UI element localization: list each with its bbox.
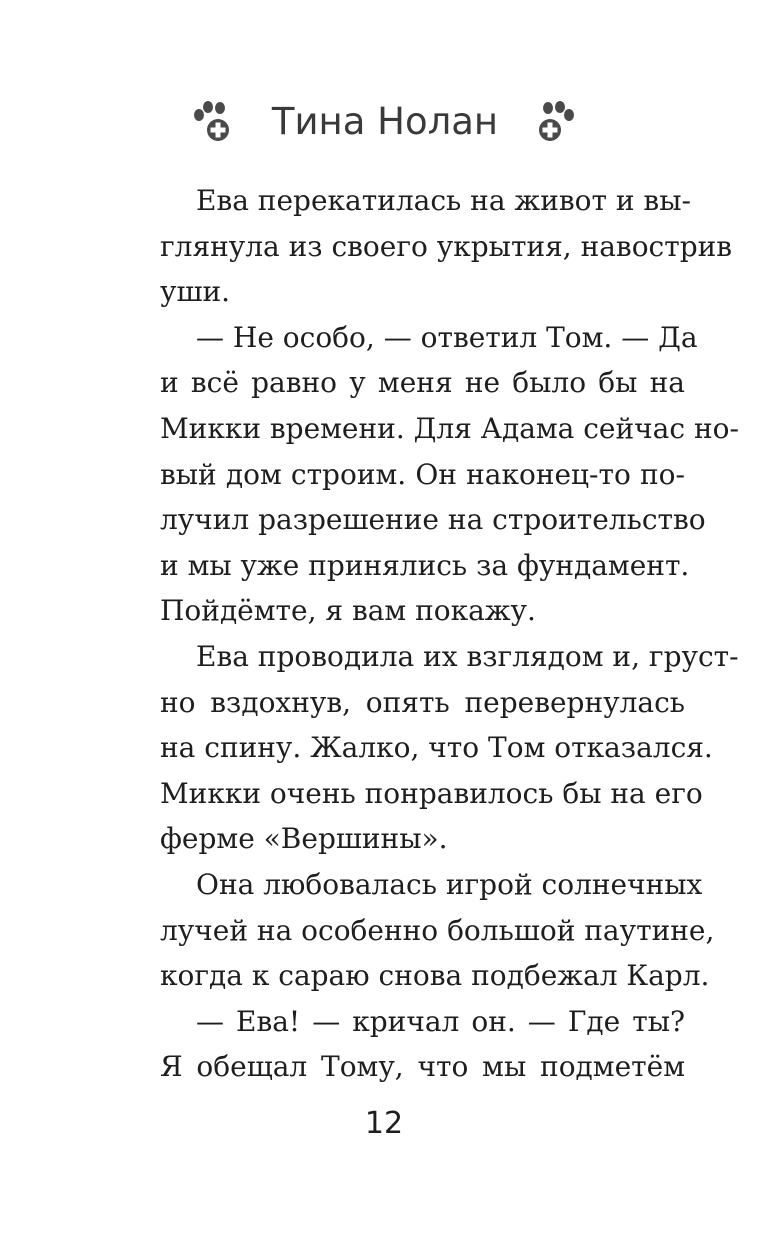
text-line: уши. xyxy=(160,275,231,309)
text-line: — Не особо, — ответил Том. — Да xyxy=(196,320,698,354)
text-line: и мы уже принялись за фундамент. xyxy=(160,548,690,582)
text-line: ферме «Вершины». xyxy=(160,822,448,856)
text-line: Ева проводила их взглядом и, груст- xyxy=(196,639,739,673)
text-line: и всё равно у меня не было бы на xyxy=(160,366,685,400)
text-line: Пойдёмте, я вам покажу. xyxy=(160,594,536,628)
paragraph xyxy=(124,634,739,862)
body-text xyxy=(124,178,739,1090)
paragraph xyxy=(124,862,715,999)
page-number: 12 xyxy=(364,1106,404,1141)
text-line: Микки очень понравилось бы на его xyxy=(160,776,703,810)
running-header xyxy=(0,92,768,152)
text-line: лучил разрешение на строительство xyxy=(160,503,706,537)
text-line: Микки времени. Для Адама сейчас но- xyxy=(160,411,739,445)
text-line: Она любовалась игрой солнечных xyxy=(196,867,703,901)
paw-plus-icon xyxy=(190,100,234,144)
text-line: на спину. Жалко, что Том отказался. xyxy=(160,731,713,765)
author-name: Тина Нолан xyxy=(271,100,499,143)
text-line: лучей на особенно большой паутине, xyxy=(160,913,715,947)
text-line: когда к сараю снова подбежал Карл. xyxy=(160,959,710,993)
text-line: вый дом строим. Он наконец-то по- xyxy=(160,457,685,491)
paw-plus-icon xyxy=(534,100,578,144)
text-line: но вздохнув, опять перевернулась xyxy=(160,685,685,719)
text-line: Я обещал Тому, что мы подметём xyxy=(160,1050,685,1084)
paragraph xyxy=(124,315,739,634)
paragraph xyxy=(124,178,733,315)
text-line: — Ева! — кричал он. — Где ты? xyxy=(196,1004,685,1038)
paragraph xyxy=(124,999,685,1090)
text-line: глянула из своего укрытия, навострив xyxy=(160,229,733,263)
text-line: Ева перекатилась на живот и вы- xyxy=(196,184,691,217)
